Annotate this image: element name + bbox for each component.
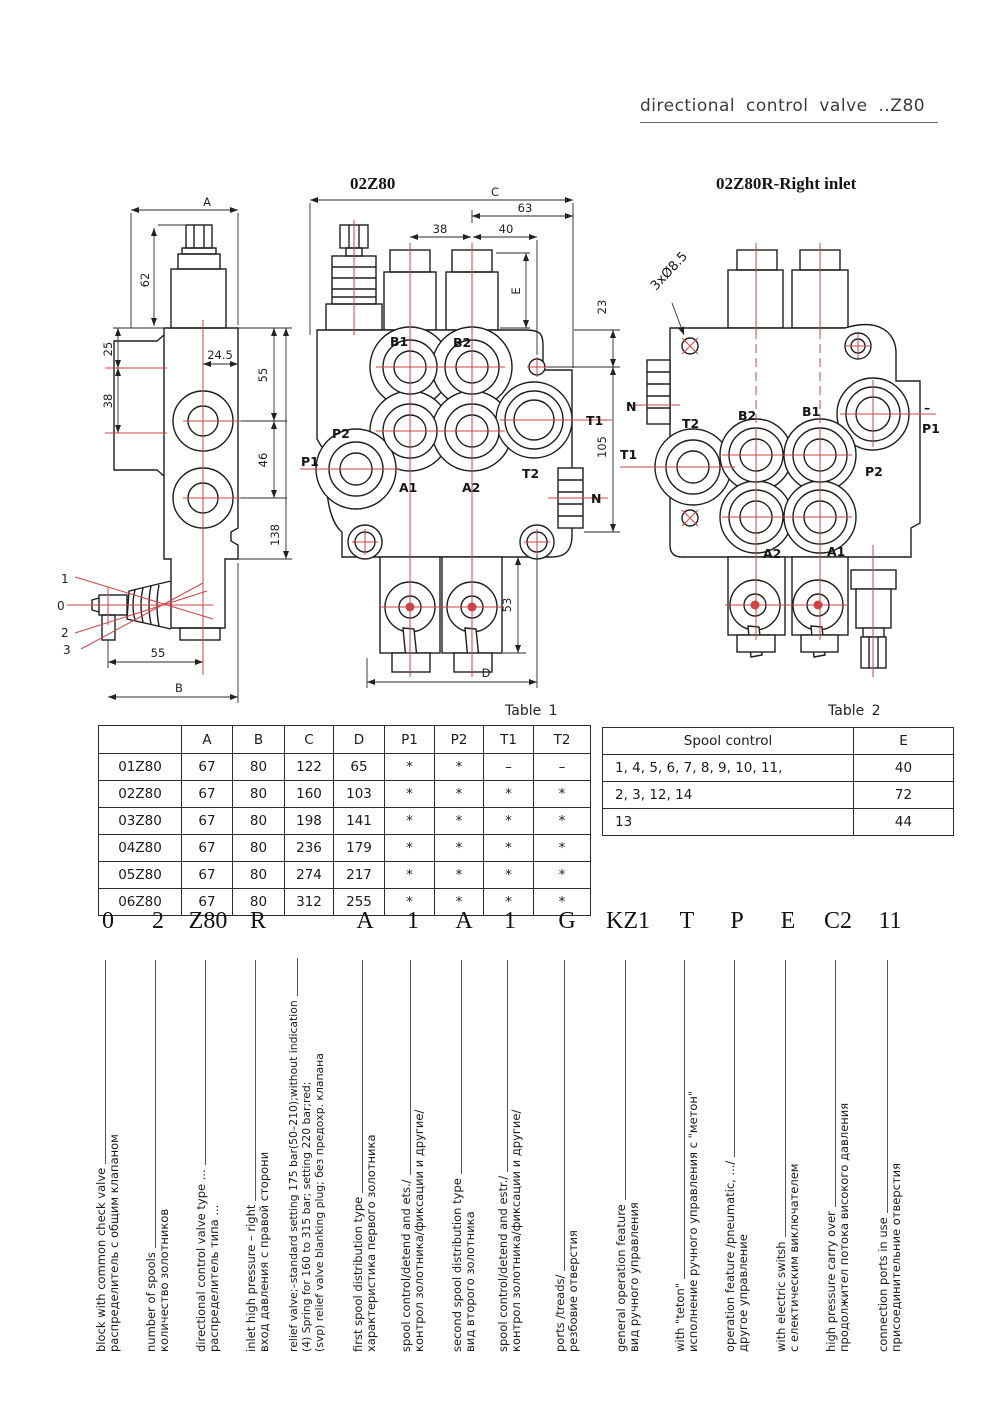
- left-view-centerlines: [67, 320, 241, 675]
- leader-line: [105, 960, 106, 1164]
- dim-label-46: 46: [256, 452, 270, 468]
- table-cell: *: [435, 754, 484, 781]
- table-cell: 141: [334, 808, 385, 835]
- table2-header-e: E: [854, 728, 954, 755]
- leader-line: [297, 958, 298, 996]
- dim-label-d: D: [481, 666, 491, 680]
- dim-label-25: 25: [101, 341, 115, 357]
- leader-line: [835, 960, 836, 1207]
- table-cell: 217: [334, 862, 385, 889]
- code-label-line: spool control/detend and ets./: [399, 1179, 413, 1352]
- table-cell: 1, 4, 5, 6, 7, 8, 9, 10, 11,: [603, 755, 854, 782]
- table-cell: *: [484, 889, 534, 916]
- hole-annotation: 3xØ8.5: [647, 249, 691, 294]
- code-label: [724, 960, 750, 1352]
- code-token-a: A: [455, 908, 473, 934]
- code-label-line: исполнение ручного управления с "метон": [686, 1090, 700, 1352]
- table-cell: 2, 3, 12, 14: [603, 782, 854, 809]
- code-token-kz1: KZ1: [606, 908, 650, 934]
- leader-line: [684, 960, 685, 1279]
- left-side-view-drawing: [55, 185, 315, 715]
- table-cell: –: [534, 754, 591, 781]
- code-token-11: 11: [878, 908, 902, 934]
- table2-caption: Table 2: [828, 703, 881, 719]
- table-cell: 198: [285, 808, 334, 835]
- code-label: [615, 960, 641, 1352]
- table1-header-p2: P2: [435, 726, 484, 754]
- table-row: [99, 808, 591, 835]
- table-cell: 80: [233, 862, 285, 889]
- port-label-p1: P1: [301, 454, 319, 469]
- code-token-p: P: [730, 908, 744, 934]
- code-label-line: relief valve;–standard setting 175 bar(50–210);without indication: [287, 1000, 300, 1352]
- code-label: [497, 960, 523, 1352]
- table-cell: 67: [182, 781, 233, 808]
- dimensions-table: [98, 725, 591, 916]
- code-label-line: контрол золотника/фиксации и другие/: [509, 1109, 523, 1352]
- port-label-p1: P1: [922, 421, 940, 436]
- table-cell: 02Z80: [99, 781, 182, 808]
- table-cell: *: [435, 808, 484, 835]
- table-cell: 67: [182, 862, 233, 889]
- dim-label-23: 23: [595, 299, 609, 315]
- table-cell: *: [534, 808, 591, 835]
- table-cell: *: [484, 862, 534, 889]
- lever-position-3: 3: [63, 643, 71, 657]
- table-cell: *: [484, 781, 534, 808]
- dim-label-b: B: [175, 681, 183, 695]
- dim-label-55-right: 55: [256, 367, 270, 383]
- table1-caption: Table 1: [505, 703, 558, 719]
- table-row: [603, 809, 954, 836]
- code-token-z80: Z80: [188, 908, 228, 934]
- table-cell: 67: [182, 835, 233, 862]
- code-label-line: характеристика первого золотника: [364, 1134, 378, 1352]
- code-label: [95, 960, 121, 1352]
- leader-line: [564, 960, 565, 1271]
- port-label-p2: P2: [865, 464, 883, 479]
- table-cell: 80: [233, 754, 285, 781]
- table1-header-t2: T2: [534, 726, 591, 754]
- table-cell: 312: [285, 889, 334, 916]
- leader-line: [410, 960, 411, 1175]
- table-cell: 80: [233, 808, 285, 835]
- table-row: [99, 754, 591, 781]
- table-cell: *: [534, 835, 591, 862]
- table-cell: –: [484, 754, 534, 781]
- code-label-line: (svp) relief valve blanking plug; без предохр. клапана: [313, 1053, 326, 1352]
- table-cell: *: [534, 862, 591, 889]
- table-cell: 72: [854, 782, 954, 809]
- code-label-line: распределитель с общим клапаном: [107, 1134, 121, 1352]
- dim-label-a: A: [203, 195, 211, 209]
- code-token-1: 1: [407, 908, 419, 934]
- code-label: [352, 960, 378, 1352]
- port-label-p1-dash: –: [924, 400, 931, 415]
- code-label-line: general operation feature: [614, 1204, 628, 1352]
- table-cell: *: [435, 862, 484, 889]
- table-cell: 03Z80: [99, 808, 182, 835]
- table1-header-blank: [99, 726, 182, 754]
- code-label: [825, 960, 851, 1352]
- dim-label-38: 38: [101, 393, 115, 409]
- table-cell: 255: [334, 889, 385, 916]
- table-cell: 67: [182, 808, 233, 835]
- table1-header-d: D: [334, 726, 385, 754]
- code-label-line: ports /treads/: [553, 1274, 567, 1352]
- code-label-line: распределитель типа ...: [207, 1204, 221, 1352]
- table-cell: *: [534, 781, 591, 808]
- code-label-line: вид ручного управления: [627, 1202, 641, 1352]
- port-label-n: N: [591, 491, 602, 506]
- code-label: [195, 960, 221, 1352]
- lever-position-2: 2: [61, 626, 69, 640]
- table-cell: *: [385, 889, 435, 916]
- drawing-title-02z80r-right-inlet: 02Z80R-Right inlet: [716, 174, 857, 193]
- table-cell: *: [385, 862, 435, 889]
- lever-position-0: 0: [57, 599, 65, 613]
- dim-label-40: 40: [498, 222, 514, 236]
- code-label-line: контрол золотника/фиксации и другие/: [412, 1109, 426, 1352]
- code-token-r: R: [249, 908, 266, 934]
- code-label-line: with electric switsh: [774, 1241, 788, 1352]
- dim-label-53: 53: [500, 597, 514, 613]
- dim-label-e: E: [509, 287, 523, 295]
- table-cell: 67: [182, 754, 233, 781]
- code-label-line: operation feature /pneumatic, .../: [723, 1160, 737, 1352]
- table-cell: 103: [334, 781, 385, 808]
- code-label: [674, 960, 700, 1352]
- leader-line: [205, 960, 206, 1165]
- code-label-line: продолжител потока високого давления: [837, 1102, 851, 1352]
- port-label-a2: A2: [462, 480, 481, 495]
- dim-label-63: 63: [517, 201, 533, 215]
- table-cell: 274: [285, 862, 334, 889]
- front-view-02z80-drawing: [300, 185, 640, 710]
- code-label-line: inlet high pressure – right: [244, 1204, 258, 1352]
- table-cell: *: [385, 808, 435, 835]
- dim-label-105: 105: [595, 436, 609, 458]
- code-label-line: вид второго золотника: [463, 1211, 477, 1352]
- port-label-a1: A1: [827, 544, 846, 559]
- table-cell: *: [484, 835, 534, 862]
- code-label-line: (4) Spring for 160 to 315 bar; setting 220 bar;red;: [300, 1081, 313, 1352]
- port-label-t2: T2: [522, 466, 540, 481]
- leader-line: [461, 960, 462, 1174]
- code-label-line: вход давления с правой сторони: [257, 1151, 271, 1352]
- lever-position-1: 1: [61, 572, 69, 586]
- table-row: [603, 782, 954, 809]
- table-cell: *: [435, 889, 484, 916]
- code-label: [451, 960, 477, 1352]
- table-cell: 80: [233, 835, 285, 862]
- table-row: [99, 835, 591, 862]
- dim-label-38: 38: [432, 222, 448, 236]
- port-label-b1: B1: [802, 404, 821, 419]
- table-cell: *: [385, 835, 435, 862]
- center-view-outline: [316, 225, 583, 672]
- table-row: [603, 755, 954, 782]
- table-cell: 01Z80: [99, 754, 182, 781]
- leader-line: [887, 960, 888, 1213]
- code-token-c2: C2: [823, 908, 852, 934]
- code-label: [287, 958, 326, 1352]
- table-cell: *: [385, 754, 435, 781]
- table-cell: *: [435, 781, 484, 808]
- table1-header-b: B: [233, 726, 285, 754]
- leader-line: [507, 960, 508, 1172]
- leader-line: [155, 960, 156, 1248]
- code-label-line: high pressure carry over: [824, 1211, 838, 1352]
- table-cell: 44: [854, 809, 954, 836]
- code-label-line: directional control valve type ...: [194, 1169, 208, 1352]
- port-label-t1: T1: [620, 447, 638, 462]
- code-label-line: spool control/detend and estr./: [496, 1175, 510, 1352]
- code-token-t: T: [679, 908, 695, 934]
- code-label-line: количество золотников: [157, 1208, 171, 1352]
- code-label-line: number of spools: [144, 1252, 158, 1352]
- port-label-a1: A1: [399, 480, 418, 495]
- table-row: [99, 862, 591, 889]
- table-cell: 05Z80: [99, 862, 182, 889]
- table1-header-p1: P1: [385, 726, 435, 754]
- table-cell: 67: [182, 889, 233, 916]
- code-label-line: block with common check valve: [94, 1167, 108, 1352]
- table-cell: 80: [233, 781, 285, 808]
- table-cell: 65: [334, 754, 385, 781]
- table1-header-a: A: [182, 726, 233, 754]
- table-cell: 179: [334, 835, 385, 862]
- dim-label-c: C: [490, 185, 500, 199]
- drawing-title-02z80: 02Z80: [350, 174, 396, 193]
- table-cell: *: [435, 835, 484, 862]
- table-cell: 122: [285, 754, 334, 781]
- table-cell: 06Z80: [99, 889, 182, 916]
- spool-control-table: [602, 727, 954, 836]
- table-cell: *: [385, 781, 435, 808]
- code-label-line: with "teton": [673, 1282, 687, 1352]
- table-cell: *: [484, 808, 534, 835]
- table2-header-row: [603, 728, 954, 755]
- code-label-line: другое управление: [736, 1234, 750, 1352]
- code-token-1: 1: [504, 908, 516, 934]
- leader-line: [734, 960, 735, 1157]
- leader-line: [255, 960, 256, 1201]
- table1-header-row: [99, 726, 591, 754]
- code-label: [245, 960, 271, 1352]
- page-title: directional control valve ..Z80: [640, 96, 938, 123]
- code-token-g: G: [558, 908, 576, 934]
- code-label: [145, 960, 171, 1352]
- code-label-line: с електическим виключателем: [787, 1163, 801, 1352]
- port-label-a2: A2: [763, 546, 782, 561]
- code-token-0: 0: [102, 908, 114, 934]
- port-label-p2: P2: [332, 426, 350, 441]
- code-label: [554, 960, 580, 1352]
- port-label-t2: T2: [682, 416, 700, 431]
- table-row: [99, 781, 591, 808]
- port-label-b2: B2: [738, 408, 757, 423]
- code-label-line: first spool distribution type: [351, 1196, 365, 1352]
- leader-line: [785, 960, 786, 1237]
- code-label: [877, 960, 903, 1352]
- dim-label-138: 138: [268, 524, 282, 546]
- code-label: [775, 960, 801, 1352]
- table-cell: 236: [285, 835, 334, 862]
- port-label-b2: B2: [453, 335, 472, 350]
- code-label-line: connection ports in use: [876, 1217, 890, 1352]
- port-label-b1: B1: [390, 334, 409, 349]
- dim-label-62: 62: [138, 272, 152, 288]
- table1-header-c: C: [285, 726, 334, 754]
- leader-line: [625, 960, 626, 1200]
- leader-line: [362, 960, 363, 1193]
- table-cell: 40: [854, 755, 954, 782]
- table-cell: 160: [285, 781, 334, 808]
- table-cell: 80: [233, 889, 285, 916]
- port-label-t1: T1: [586, 413, 604, 428]
- code-label: [400, 960, 426, 1352]
- code-label-line: присоединительние отверстия: [889, 1162, 903, 1352]
- left-view-dim-labels: [57, 195, 282, 695]
- table2-header-spool-control: Spool control: [603, 728, 854, 755]
- dim-label-24-5: 24.5: [207, 348, 233, 362]
- code-token-a: A: [356, 908, 374, 934]
- code-label-line: second spool distribution type: [450, 1178, 464, 1352]
- table-cell: 04Z80: [99, 835, 182, 862]
- port-label-n: N: [626, 399, 637, 414]
- dim-label-55-bottom: 55: [150, 646, 166, 660]
- table-cell: 13: [603, 809, 854, 836]
- table-cell: *: [534, 889, 591, 916]
- table1-header-t1: T1: [484, 726, 534, 754]
- code-label-line: резбовие отверстия: [566, 1230, 580, 1352]
- code-token-e: E: [780, 908, 796, 934]
- code-token-2: 2: [152, 908, 164, 934]
- right-inlet-view-drawing: [620, 185, 990, 710]
